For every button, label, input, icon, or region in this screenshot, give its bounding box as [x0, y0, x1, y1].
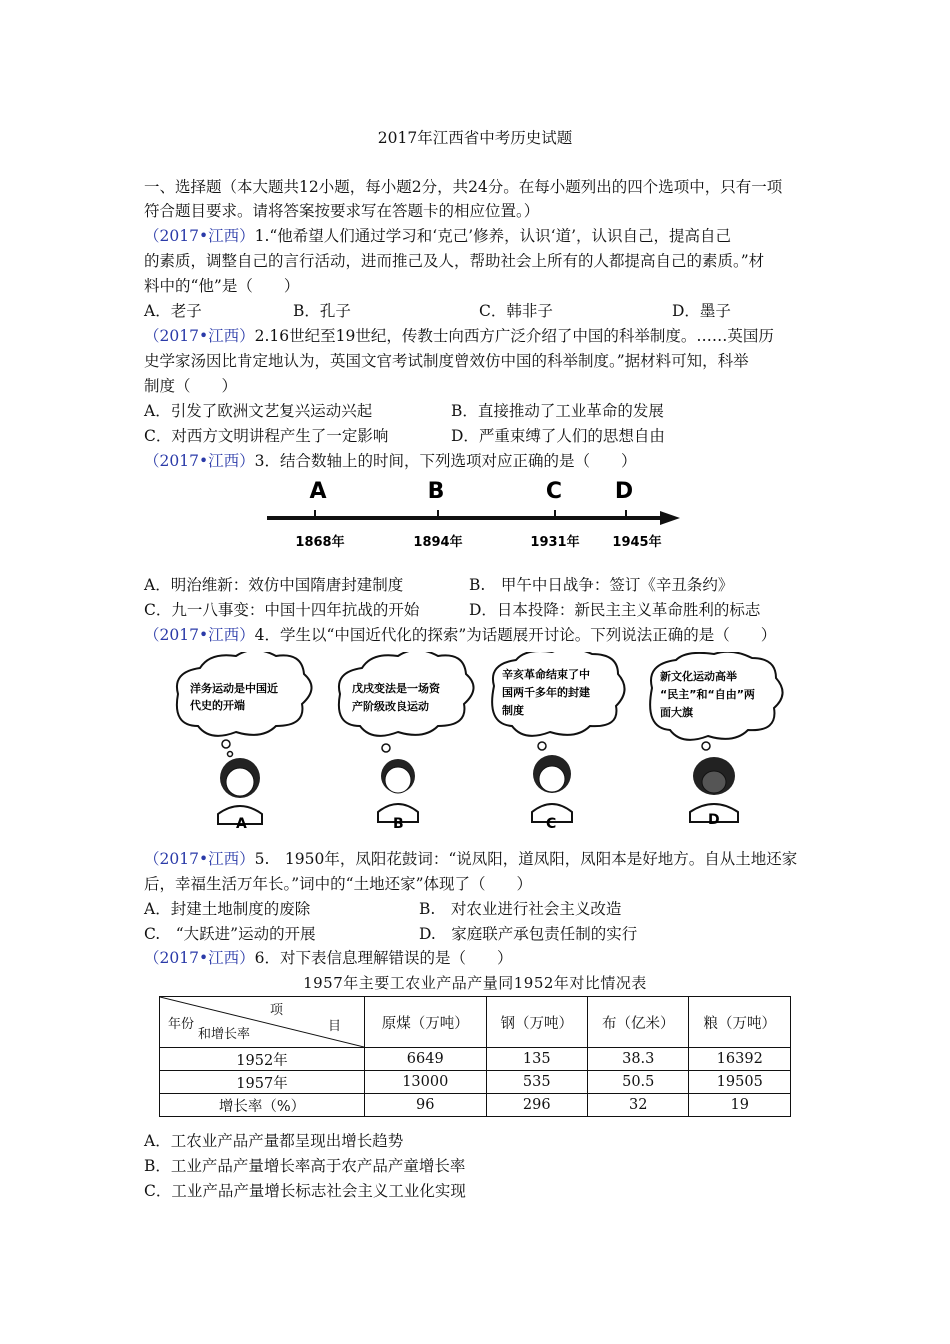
table-header-coal: 原煤（万吨） — [365, 997, 487, 1048]
bubble-a-line2: 代史的开端 — [190, 699, 245, 712]
corner-label-top: 项 — [270, 1003, 284, 1018]
bubble-b-line2: 产阶级改良运动 — [352, 700, 429, 713]
corner-label-left: 年份 — [168, 1017, 195, 1032]
table-cell: 增长率（%） — [160, 1094, 365, 1117]
table-header-steel: 钢（万吨） — [486, 997, 587, 1048]
q3-option-c: C．九一八事变：中国十四年抗战的开始 — [144, 601, 420, 619]
q5-line2: 后，幸福生活万年长。”词中的“土地还家”体现了（ ） — [144, 875, 533, 893]
q5-option-c: C. “大跃进”运动的开展 — [144, 925, 316, 943]
q1-line1 — [144, 225, 731, 247]
table-cell: 50.5 — [588, 1071, 689, 1094]
q5-option-d: D. 家庭联产承包责任制的实行 — [419, 925, 638, 943]
q5-text: 5. 1950年，凤阳花鼓词：“说凤阳，道凤阳，凤阳本是好地方。自从土地还家 — [254, 850, 798, 868]
bubble-c-line2: 国两千多年的封建 — [502, 686, 590, 699]
table-cell: 38.3 — [588, 1048, 689, 1071]
table-header-cloth: 布（亿米） — [588, 997, 689, 1048]
q6-text: 6．对下表信息理解错误的是（ ） — [254, 949, 513, 967]
q1-option-d: D．墨子 — [672, 302, 731, 320]
q6-option-a: A．工农业产品产量都呈现出增长趋势 — [144, 1132, 404, 1150]
table-corner-cell — [160, 997, 365, 1048]
cartoon-label-b: B — [393, 816, 404, 832]
table-cell: 1957年 — [160, 1071, 365, 1094]
q5-source: （2017•江西） — [144, 850, 255, 868]
table-header-grain: 粮（万吨） — [689, 997, 791, 1048]
q3-timeline — [262, 474, 692, 554]
q2-line3: 制度（ ） — [144, 377, 238, 395]
table-row — [160, 1094, 791, 1117]
q3-line1 — [144, 450, 636, 472]
q1-line3: 料中的“他”是（ ） — [144, 277, 300, 295]
timeline-label-b: B — [427, 479, 445, 504]
q2-line1 — [144, 325, 774, 347]
bubble-d-line3: 面大旗 — [660, 706, 693, 719]
cartoon-a — [177, 652, 312, 832]
q2-option-c: C．对西方文明讲程产生了一定影响 — [144, 427, 389, 445]
q3-text: 3．结合数轴上的时间，下列选项对应正确的是（ ） — [254, 452, 637, 470]
q3-option-b: B. 甲午中日战争：签订《辛丑条约》 — [469, 576, 734, 594]
q6-source: （2017•江西） — [144, 949, 255, 967]
timeline-label-d: D — [614, 479, 634, 504]
timeline-label-c: C — [545, 479, 563, 504]
table-cell: 19 — [689, 1094, 791, 1117]
student-a-icon — [218, 758, 262, 824]
timeline-arrow-icon — [660, 511, 680, 525]
q1-source: （2017•江西） — [144, 227, 255, 245]
q5-option-b: B. 对农业进行社会主义改造 — [419, 900, 622, 918]
timeline-year-1931: 1931年 — [530, 535, 580, 550]
student-c-icon — [532, 755, 572, 822]
student-b-icon — [378, 759, 418, 822]
q6-option-b: B．工业产品产量增长率高于农产品产童增长率 — [144, 1157, 466, 1175]
table-row — [160, 1071, 791, 1094]
cartoon-label-a: A — [236, 816, 247, 832]
q1-line2: 的素质，调整自己的言行活动，进而推己及人，帮助社会上所有的人都提高自己的素质。”材 — [144, 252, 765, 270]
cartoon-d — [650, 652, 782, 828]
q3-option-a: A．明治维新：效仿中国隋唐封建制度 — [144, 576, 404, 594]
timeline-year-1894: 1894年 — [413, 535, 463, 550]
q3-option-d: D．日本投降：新民主主义革命胜利的标志 — [469, 601, 761, 619]
q1-option-a: A．老子 — [144, 302, 202, 320]
table-cell: 535 — [486, 1071, 587, 1094]
bubble-d-line1: 新文化运动高举 — [660, 670, 737, 683]
section-instructions-line2: 符合题目要求。请将答案按要求写在答题卡的相应位置。） — [144, 202, 540, 220]
page-title: 2017年江西省中考历史试题 — [377, 129, 573, 147]
table-cell: 135 — [486, 1048, 587, 1071]
q2-source: （2017•江西） — [144, 327, 255, 345]
q2-text: 2.16世纪至19世纪，传教士向西方广泛介绍了中国的科举制度。……英国历 — [254, 327, 774, 345]
cartoon-label-c: C — [546, 816, 557, 832]
q3-source: （2017•江西） — [144, 452, 255, 470]
bubble-c-line3: 制度 — [502, 704, 524, 717]
table-cell: 13000 — [365, 1071, 487, 1094]
q5-option-a: A．封建土地制度的废除 — [144, 900, 311, 918]
table-cell: 19505 — [689, 1071, 791, 1094]
table-cell: 1952年 — [160, 1048, 365, 1071]
table-cell: 296 — [486, 1094, 587, 1117]
timeline-year-1945: 1945年 — [612, 535, 662, 550]
q2-line2: 史学家汤因比肯定地认为，英国文官考试制度曾效仿中国的科举制度。”据材料可知，科举 — [144, 352, 749, 370]
q4-cartoon-strip — [160, 652, 800, 832]
cartoon-b — [339, 652, 474, 832]
table-cell: 6649 — [365, 1048, 487, 1071]
cartoon-label-d: D — [708, 812, 720, 828]
q4-line1 — [144, 624, 776, 646]
table-caption: 1957年主要工农业产品产量同1952年对比情况表 — [303, 974, 647, 992]
bubble-a-line1: 洋务运动是中国近 — [190, 682, 278, 695]
table-cell: 96 — [365, 1094, 487, 1117]
section-instructions-line1: 一、选择题（本大题共12小题，每小题2分，共24分。在每小题列出的四个选项中，只有一项 — [144, 178, 783, 196]
corner-label-right: 目 — [328, 1019, 342, 1034]
q5-line1 — [144, 848, 797, 870]
corner-label-mid: 和增长率 — [198, 1027, 251, 1042]
q2-option-b: B．直接推动了工业革命的发展 — [451, 402, 664, 420]
timeline-year-1868: 1868年 — [295, 535, 345, 550]
table-row — [160, 1048, 791, 1071]
q6-option-c: C．工业产品产量增长标志社会主义工业化实现 — [144, 1182, 466, 1200]
q1-text: 1.“他希望人们通过学习和‘克己’修养，认识‘道’，认识自己，提高自己 — [254, 227, 732, 245]
q2-option-a: A．引发了欧洲文艺复兴运动兴起 — [144, 402, 373, 420]
q1-option-c: C．韩非子 — [479, 302, 553, 320]
table-cell: 16392 — [689, 1048, 791, 1071]
bubble-d-line2: “民主”和“自由”两 — [660, 688, 755, 701]
q2-option-d: D．严重束缚了人们的思想自由 — [451, 427, 665, 445]
bubble-b-line1: 戊戌变法是一场资 — [352, 682, 440, 695]
production-table — [159, 996, 791, 1117]
q4-text: 4．学生以“中国近代化的探索”为话题展开讨论。下列说法正确的是（ ） — [254, 626, 777, 644]
table-header-row — [160, 997, 791, 1048]
q1-option-b: B．孔子 — [293, 302, 351, 320]
cartoon-c — [492, 652, 624, 832]
bubble-c-line1: 辛亥革命结束了中 — [502, 668, 590, 681]
q4-source: （2017•江西） — [144, 626, 255, 644]
q6-line1 — [144, 947, 512, 969]
table-cell: 32 — [588, 1094, 689, 1117]
timeline-label-a: A — [309, 479, 327, 504]
